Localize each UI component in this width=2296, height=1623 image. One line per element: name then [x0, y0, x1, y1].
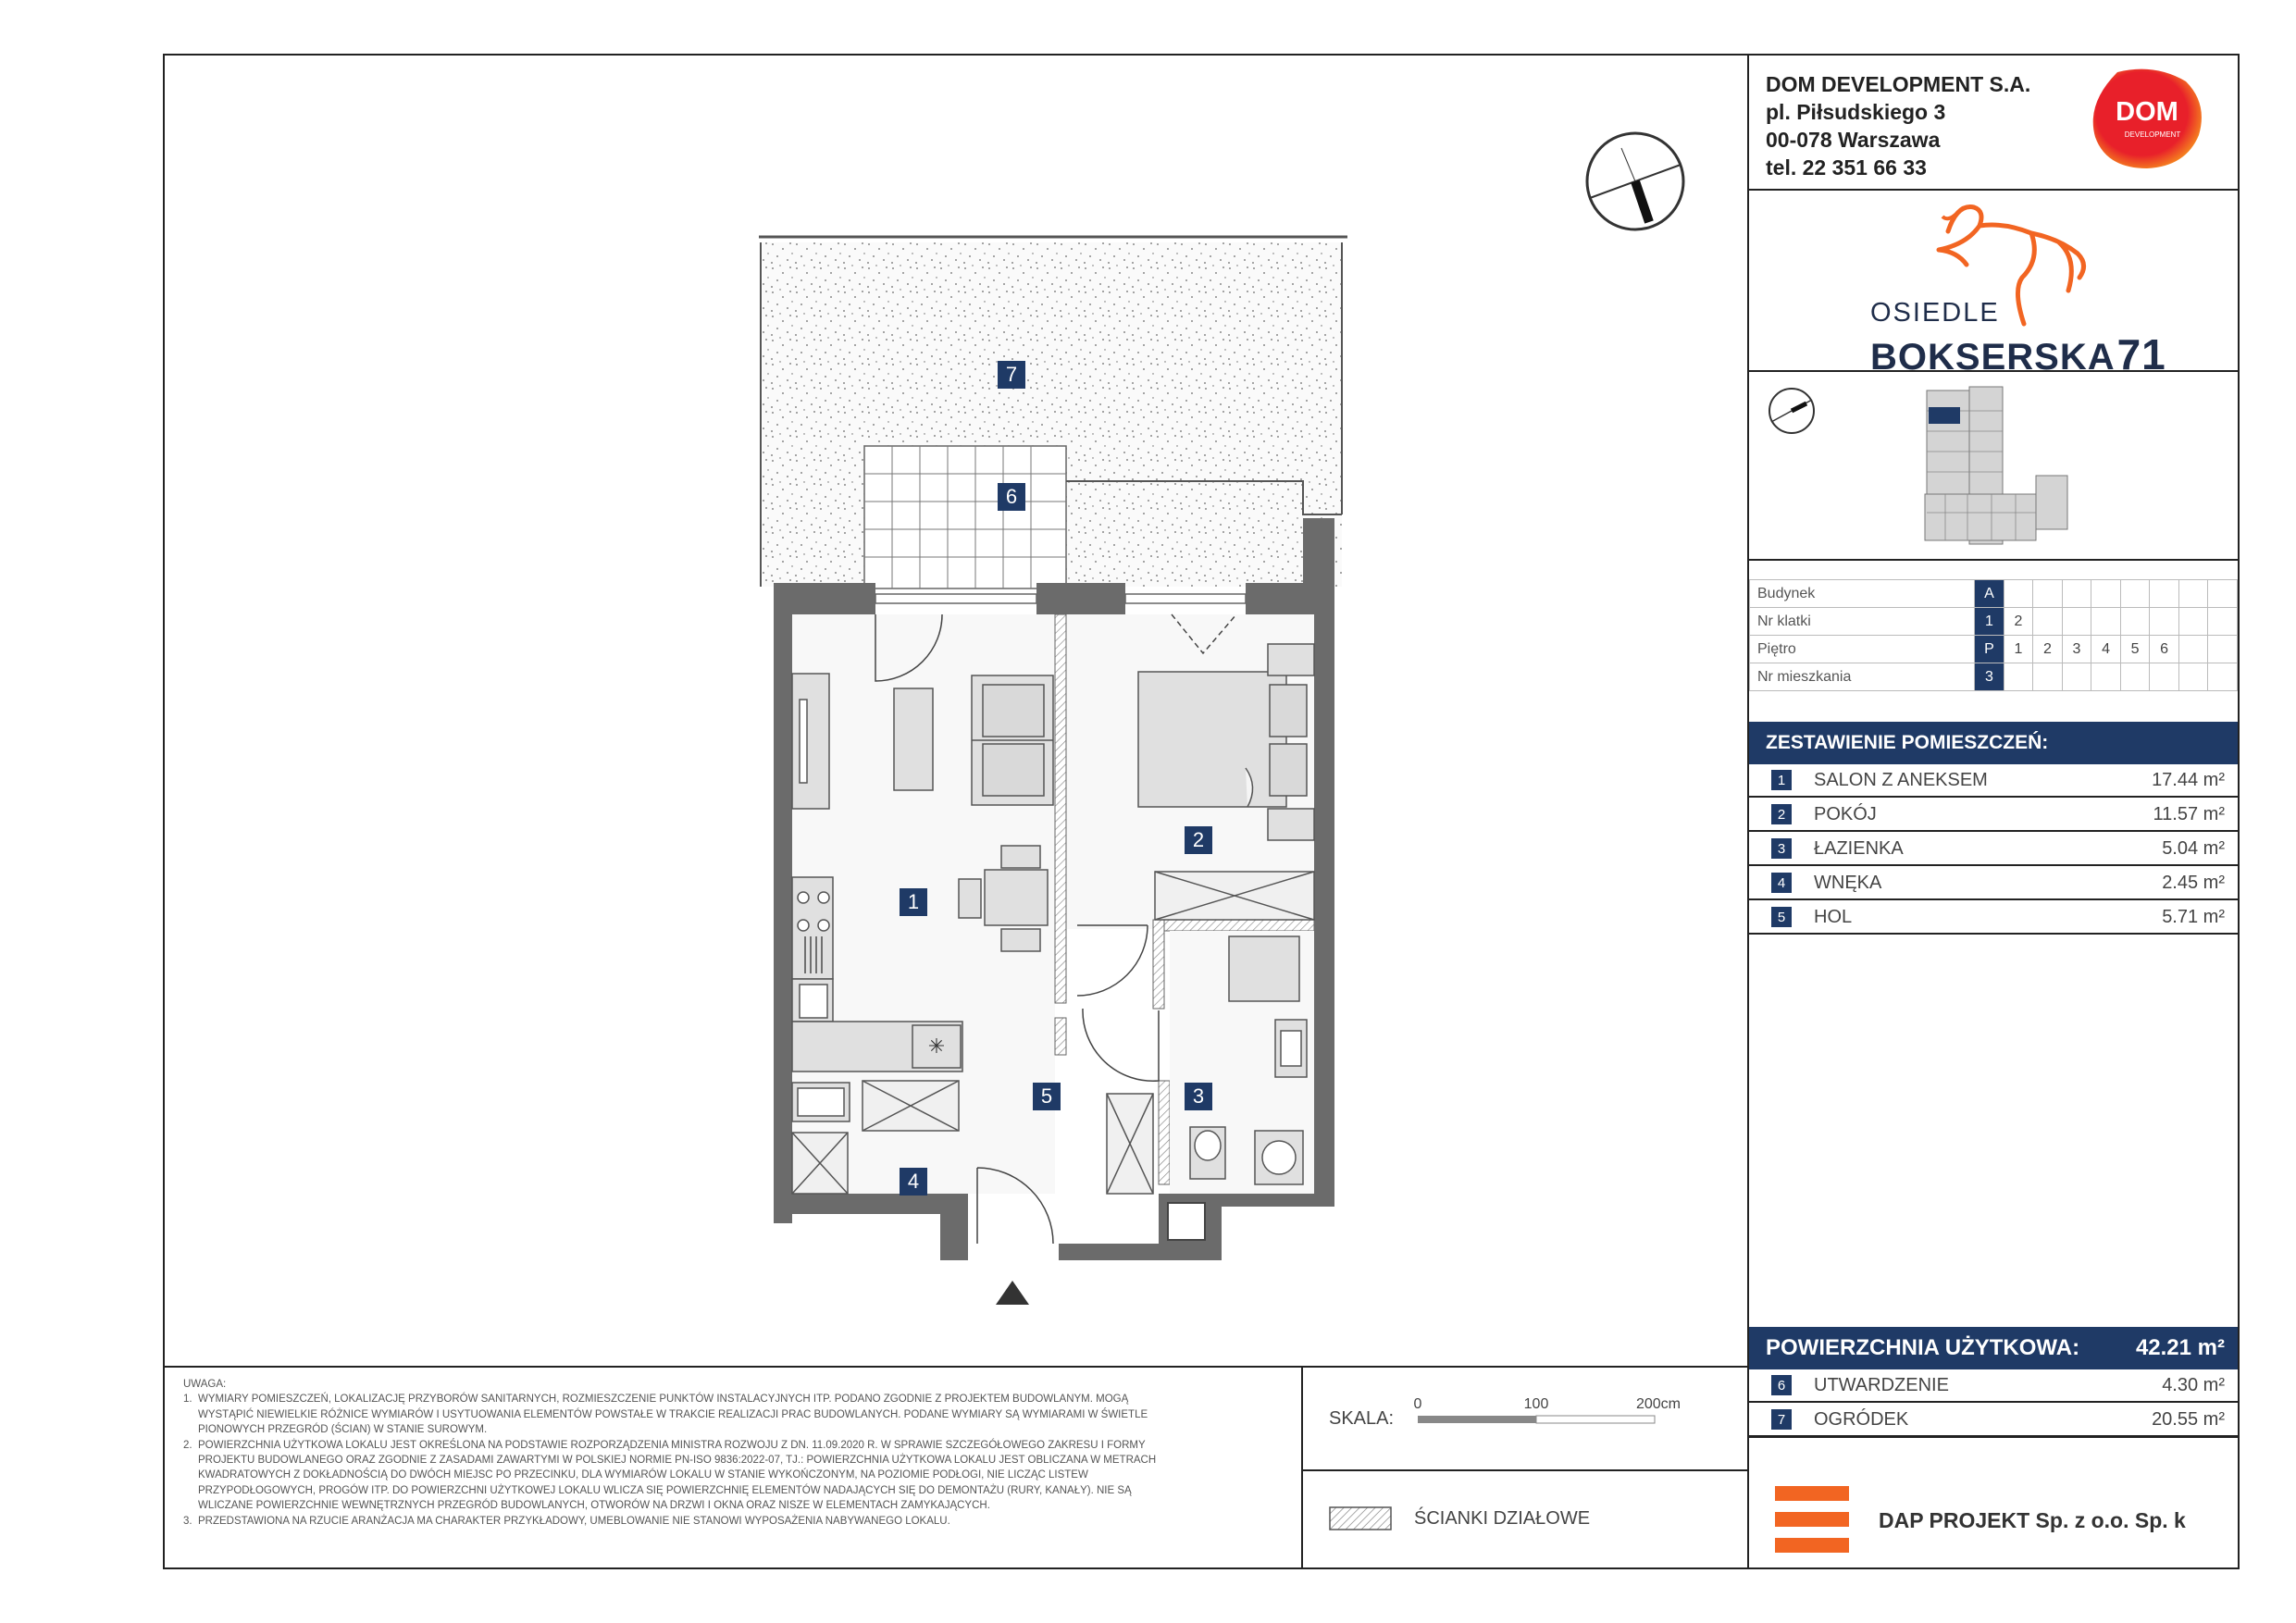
- scale-label: SKALA:: [1329, 1408, 1395, 1429]
- rooms-header: ZESTAWIENIE POMIESZCZEŃ:: [1749, 722, 2238, 764]
- svg-text:200cm: 200cm: [1635, 1396, 1682, 1412]
- extra-row: 6 UTWARDZENIE 4.30 m²: [1749, 1369, 2238, 1403]
- divider: [1301, 1366, 1303, 1569]
- usable-area-label: POWIERZCHNIA UŻYTKOWA:: [1766, 1335, 2080, 1360]
- project-logo: [1846, 194, 2166, 378]
- room-label: 5: [1033, 1083, 1061, 1110]
- company-address: pl. Piłsudskiego 3: [1766, 100, 1946, 124]
- room-label: 6: [998, 483, 1025, 511]
- room-label: 4: [900, 1168, 927, 1196]
- room-label: 3: [1185, 1083, 1212, 1110]
- designer-name: DAP PROJEKT Sp. z o.o. Sp. k: [1879, 1508, 2186, 1532]
- location-table: Budynek A Nr klatki 1 2 Piętro P 1 2 3 4 5 6 Nr mieszkania 3: [1749, 579, 2238, 691]
- room-row: 2 POKÓJ 11.57 m²: [1749, 799, 2238, 832]
- company-city: 00-078 Warszawa: [1766, 128, 1941, 152]
- room-row: 5 HOL 5.71 m²: [1749, 901, 2238, 935]
- notes-title: UWAGA:: [183, 1379, 227, 1390]
- svg-text:✳: ✳: [927, 1035, 946, 1058]
- room-label: 1: [900, 888, 927, 916]
- divider: [1301, 1469, 1747, 1471]
- divider: [163, 1366, 1747, 1368]
- room-label: 2: [1185, 826, 1212, 854]
- notes: [183, 1377, 1294, 1529]
- dap-logo-icon: [1775, 1486, 1849, 1553]
- svg-text:DEVELOPMENT: DEVELOPMENT: [2124, 130, 2181, 139]
- extra-row: 7 OGRÓDEK 20.55 m²: [1749, 1404, 2238, 1437]
- note-line: PROJEKTU BUDOWLANEGO ORAZ ZGODNIE Z ZASADAMI ZAWARTYMI W POLSKIEJ NORMIE PN-ISO 9836:2022-07, TJ.: POWIERZCHNIA UŻYTKOWA LOKALU JEST OBLICZANA W METRACH: [183, 1455, 1157, 1467]
- company-name: DOM DEVELOPMENT S.A.: [1766, 72, 2031, 96]
- partition-wall-swatch: [1329, 1506, 1392, 1530]
- legend-label: ŚCIANKI DZIAŁOWE: [1414, 1508, 1591, 1529]
- note-line: 1. WYMIARY POMIESZCZEŃ, LOKALIZACJĘ PRZYBORÓW SANITARNYCH, ROZMIESZCZENIE PUNKTÓW INSTALACYJNYCH ITP. PODANO ZGODNIE Z PROJEKTEM BUDOWLANYM. MOGĄ: [183, 1394, 1129, 1406]
- brand-line-1: OSIEDLE: [1870, 298, 2000, 328]
- usable-area-value: 42.21 m²: [2135, 1335, 2225, 1360]
- room-row: 4 WNĘKA 2.45 m²: [1749, 867, 2238, 900]
- note-line: 2. POWIERZCHNIA UŻYTKOWA LOKALU JEST OKREŚLONA NA PODSTAWIE ROZPORZĄDZENIA MINISTRA ROZWOJU Z DN. 11.09.2020 R. W SPRAWIE SZCZEGÓŁOWEGO ZAKRESU I FORMY: [183, 1439, 1146, 1451]
- company-info: [1766, 70, 2030, 181]
- room-row: 3 ŁAZIENKA 5.04 m²: [1749, 833, 2238, 866]
- note-line: PRZYPODŁOGOWYCH, PROGÓW ITP. DO POWIERZCHNI UŻYTKOWEJ LOKALU WLICZA SIĘ POWIERZCHNIĘ ELEMENTÓW NADAJĄCYCH SIĘ DO DEMONTAŻU (RURY, KANAŁY). NIE SĄ: [183, 1484, 1132, 1496]
- note-line: PIONOWYCH PRZEGRÓD (ŚCIAN) W STANIE SUROWYM.: [183, 1424, 488, 1436]
- divider: [1747, 189, 2240, 191]
- usable-area-bar: [1749, 1327, 2238, 1369]
- compass-icon: [1587, 133, 1683, 229]
- room-row: 1 SALON Z ANEKSEM 17.44 m²: [1749, 764, 2238, 798]
- divider: [1747, 559, 2240, 561]
- room-label: 7: [998, 361, 1025, 389]
- dom-development-logo: [2090, 67, 2206, 170]
- note-line: KWADRATOWYCH Z DOKŁADNOŚCIĄ DO DWÓCH MIEJSC PO PRZECINKU, DLA WYMIARÓW LOKALU W STANIE WYKOŃCZONYM, NA POZIOMIE PODŁOGI, NIE LICZĄC LISTEW: [183, 1469, 1088, 1481]
- note-line: 3. PRZEDSTAWIONA NA RZUCIE ARANŻACJA MA CHARAKTER PRZYKŁADOWY, UMEBLOWANIE NIE STANOWI WYPOSAŻENIA NABYWANEGO LOKALU.: [183, 1515, 950, 1527]
- svg-text:0: 0: [1413, 1396, 1422, 1412]
- note-line: WYSTĄPIĆ NIEWIELKIE RÓŻNICE WYMIARÓW I USYTUOWANIA ELEMENTÓW POWSTAŁE W TRAKCIE REALIZACJI PRAC BUDOWLANYCH. PODANE WYMIARY SĄ WYMIARAMI W ŚWIETLE: [183, 1408, 1148, 1420]
- note-line: WLICZANE POWIERZCHNIE WEWNĘTRZNYCH PRZEGRÓD BUDOWLANYCH, OTWORÓW NA DRZWI I OKNA ORAZ NISZE W ELEMENTACH ZAMYKAJĄCYCH.: [183, 1500, 990, 1512]
- svg-text:DOM: DOM: [2116, 97, 2178, 127]
- compass-small-icon: [1769, 389, 1814, 433]
- key-plan: [1749, 374, 2238, 559]
- company-phone: tel. 22 351 66 33: [1766, 155, 1927, 180]
- svg-text:100: 100: [1523, 1396, 1549, 1412]
- brand-line-2: BOKSERSKA71: [1870, 330, 2166, 378]
- scale-bar: [1410, 1395, 1688, 1432]
